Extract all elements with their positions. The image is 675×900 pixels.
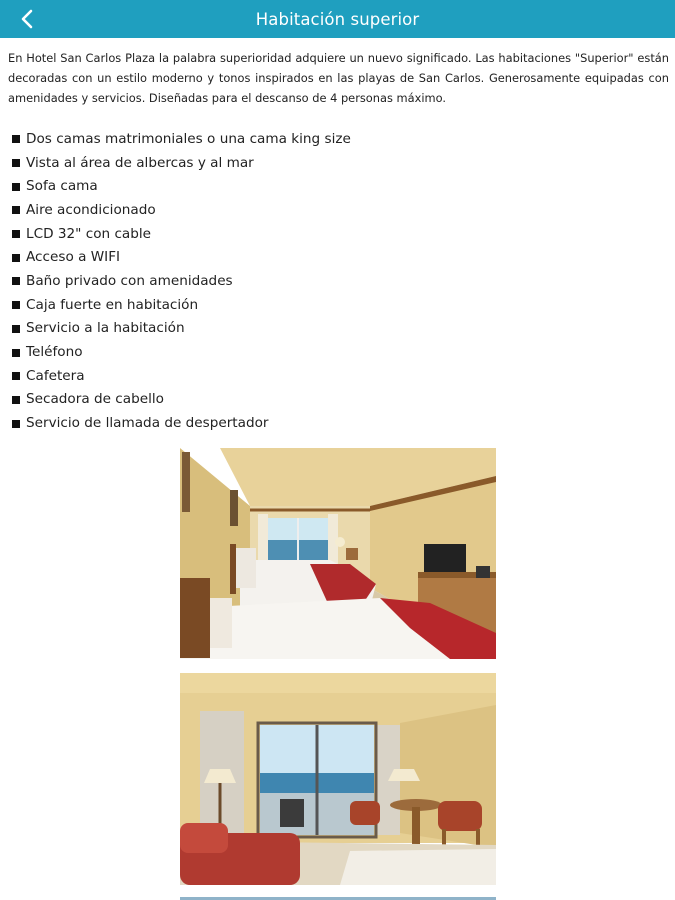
feature-label: Sofa cama: [26, 178, 98, 195]
feature-label: Caja fuerte en habitación: [26, 296, 199, 313]
square-bullet-icon: [12, 183, 20, 191]
feature-label: Dos camas matrimoniales o una cama king size: [26, 130, 351, 147]
list-item: [12, 151, 351, 175]
chevron-left-icon: [19, 9, 35, 29]
list-item: [12, 388, 351, 412]
feature-label: Teléfono: [26, 344, 83, 361]
list-item: [12, 222, 351, 246]
feature-label: Servicio a la habitación: [26, 320, 185, 337]
square-bullet-icon: [12, 230, 20, 238]
intro-paragraph: En Hotel San Carlos Plaza la palabra superioridad adquiere un nuevo significado. Las habitaciones "Superior" están decoradas con un estilo moderno y tonos inspirados en las playas de San Carlos. Generosamente equipadas con amenidades y servicios. Diseñadas para el descanso de 4 personas máximo.: [8, 51, 669, 105]
square-bullet-icon: [12, 396, 20, 404]
square-bullet-icon: [12, 325, 20, 333]
feature-label: Aire acondicionado: [26, 201, 156, 218]
square-bullet-icon: [12, 277, 20, 285]
feature-label: Baño privado con amenidades: [26, 272, 233, 289]
list-item: [12, 245, 351, 269]
square-bullet-icon: [12, 206, 20, 214]
square-bullet-icon: [12, 159, 20, 167]
list-item: [12, 127, 351, 151]
feature-label: Vista al área de albercas y al mar: [26, 154, 254, 171]
list-item: [12, 293, 351, 317]
feature-label: Cafetera: [26, 367, 85, 384]
feature-label: Secadora de cabello: [26, 391, 164, 408]
room-photo-beds: [180, 448, 496, 659]
features-list: [12, 127, 351, 435]
feature-label: Acceso a WIFI: [26, 249, 121, 266]
feature-label: Servicio de llamada de despertador: [26, 415, 269, 432]
feature-label: LCD 32" con cable: [26, 225, 152, 242]
square-bullet-icon: [12, 135, 20, 143]
room-photo-sitting-area: [180, 673, 496, 885]
square-bullet-icon: [12, 254, 20, 262]
square-bullet-icon: [12, 301, 20, 309]
list-item: [12, 174, 351, 198]
back-button[interactable]: [12, 5, 42, 33]
square-bullet-icon: [12, 349, 20, 357]
list-item: [12, 364, 351, 388]
list-item: [12, 317, 351, 341]
list-item: [12, 269, 351, 293]
page-title: Habitación superior: [255, 9, 420, 29]
square-bullet-icon: [12, 420, 20, 428]
list-item: [12, 411, 351, 435]
list-item: [12, 198, 351, 222]
square-bullet-icon: [12, 372, 20, 380]
app-bar: [0, 0, 675, 38]
list-item: [12, 340, 351, 364]
